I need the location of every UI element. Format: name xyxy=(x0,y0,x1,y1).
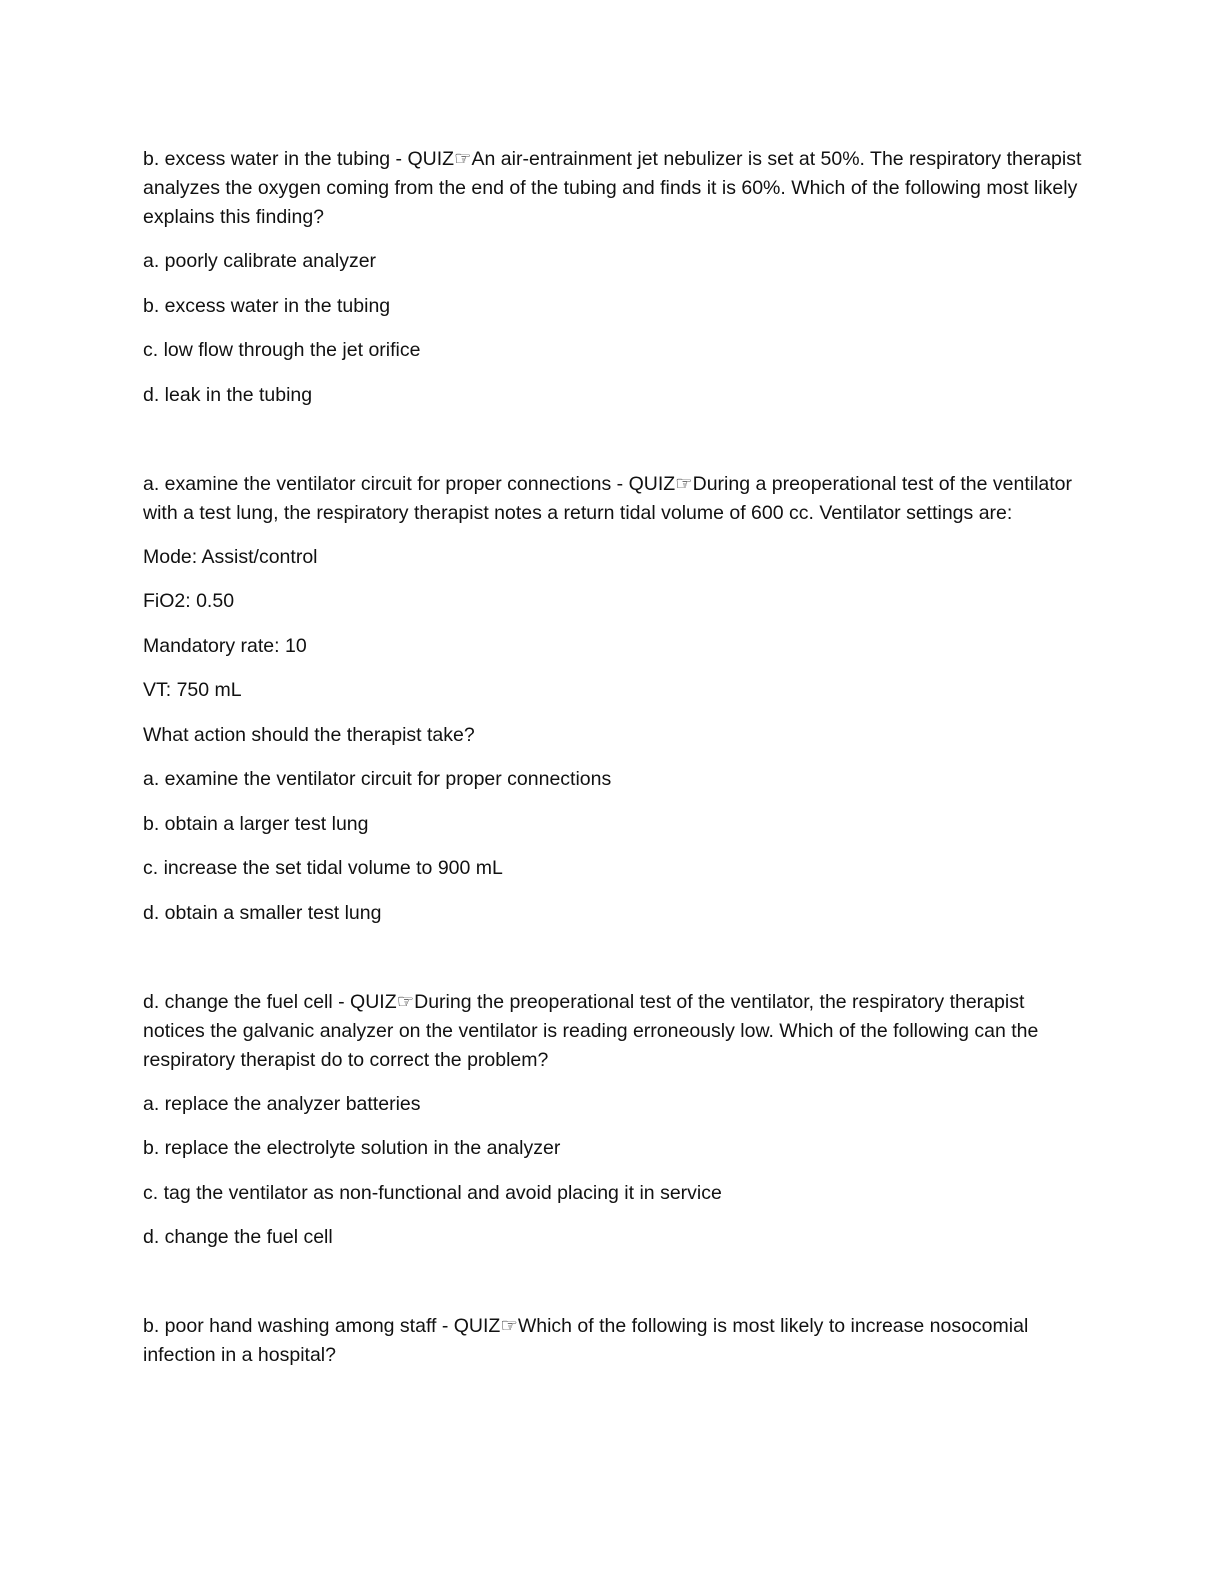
answer-option: a. poorly calibrate analyzer xyxy=(143,250,377,272)
answer-option: d. leak in the tubing xyxy=(143,383,313,406)
answer-option: d. obtain a smaller test lung xyxy=(143,901,382,924)
setting-line: FiO2: 0.50 xyxy=(143,590,235,612)
setting-line: Mode: Assist/control xyxy=(143,545,318,568)
answer-option: a. replace the analyzer batteries xyxy=(143,1092,421,1115)
quiz-block-3 xyxy=(143,988,1083,1253)
answer-option: a. examine the ventilator circuit for proper connections xyxy=(143,768,612,790)
quiz-block-4 xyxy=(143,1312,1083,1370)
question-prompt: What action should the therapist take? xyxy=(143,723,475,746)
quiz-question: b. excess water in the tubing - QUIZ☞An air-entrainment jet nebulizer is set at 50%. The respiratory therapist analyzes the oxygen coming from the end of the tubing and finds it is 60%. Which of the following most likely explains this finding? xyxy=(143,148,1082,228)
answer-option: c. tag the ventilator as non-functional and avoid placing it in service xyxy=(143,1181,722,1204)
quiz-question: b. poor hand washing among staff - QUIZ☞Which of the following is most likely to increase nosocomial infection in a hospital? xyxy=(143,1315,1029,1366)
answer-option: c. low flow through the jet orifice xyxy=(143,339,421,361)
quiz-question: a. examine the ventilator circuit for proper connections - QUIZ☞During a preoperational test of the ventilator with a test lung, the respiratory therapist notes a return tidal volume of 600 cc. Ventilator settings are: xyxy=(143,472,1073,524)
answer-option: b. excess water in the tubing xyxy=(143,294,391,317)
document-content xyxy=(143,145,1083,1385)
answer-option: d. change the fuel cell xyxy=(143,1226,333,1248)
setting-line: VT: 750 mL xyxy=(143,679,242,701)
answer-option: c. increase the set tidal volume to 900 mL xyxy=(143,857,503,879)
quiz-question: d. change the fuel cell - QUIZ☞During the preoperational test of the ventilator, the respiratory therapist notices the galvanic analyzer on the ventilator is reading erroneously low. Which of the following can the respiratory therapist do to correct the problem? xyxy=(143,990,1039,1071)
setting-line: Mandatory rate: 10 xyxy=(143,634,307,657)
quiz-block-2 xyxy=(143,470,1083,928)
quiz-block-1 xyxy=(143,145,1083,410)
answer-option: b. obtain a larger test lung xyxy=(143,812,369,835)
answer-option: b. replace the electrolyte solution in the analyzer xyxy=(143,1137,561,1159)
